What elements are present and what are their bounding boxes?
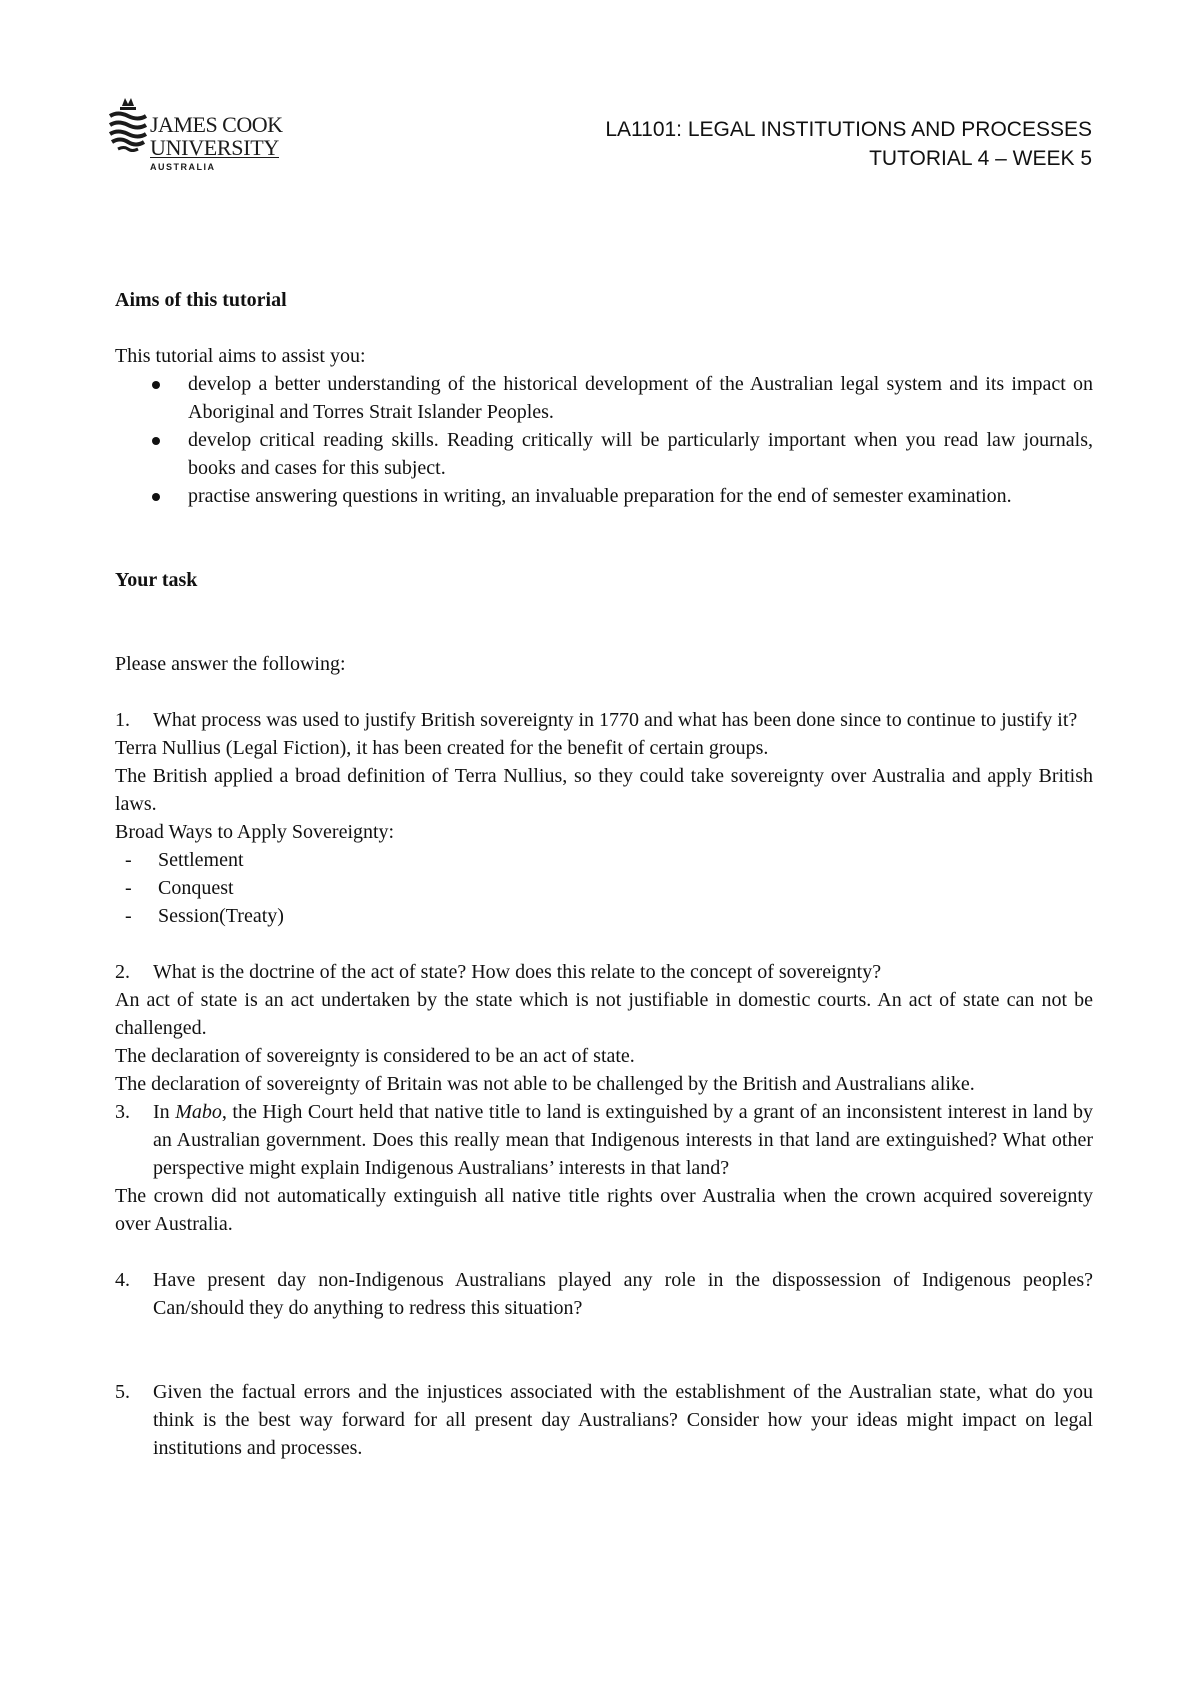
answer-1-line-2: The British applied a broad definition of Terra Nullius, so they could take sovereignty over Australia and apply British laws.	[115, 765, 1093, 815]
aims-heading: Aims of this tutorial	[115, 289, 287, 311]
page-header	[605, 115, 1092, 173]
crest-icon	[108, 96, 148, 162]
list-item: practise answering questions in writing, an invaluable preparation for the end of semester examination.	[115, 482, 1093, 510]
answer-2-line-2: The declaration of sovereignty is considered to be an act of state.	[115, 1045, 635, 1067]
case-name: Mabo	[175, 1101, 222, 1123]
logo-line-2: UNIVERSITY	[150, 135, 279, 160]
answer-1-line-1: Terra Nullius (Legal Fiction), it has been created for the benefit of certain groups.	[115, 737, 769, 759]
tutorial-title: TUTORIAL 4 – WEEK 5	[869, 147, 1092, 170]
answer-2-line-1: An act of state is an act undertaken by the state which is not justifiable in domestic courts. An act of state can not be challenged.	[115, 989, 1093, 1039]
list-item: - Settlement	[125, 849, 244, 871]
list-item: develop a better understanding of the historical development of the Australian legal system and its impact on Aboriginal and Torres Strait Islander Peoples.	[115, 370, 1093, 426]
task-intro: Please answer the following:	[115, 653, 346, 675]
document-body	[115, 286, 1093, 1462]
list-item: - Conquest	[125, 877, 234, 899]
aims-intro: This tutorial aims to assist you:	[115, 345, 366, 367]
question-2: 2. What is the doctrine of the act of state? How does this relate to the concept of sovereignty?	[115, 961, 882, 983]
question-5: 5. Given the factual errors and the injustices associated with the establishment of the Australian state, what do you think is the best way forward for all present day Australians? Consider how your ideas might impact on legal institutions and processes.	[115, 1381, 1093, 1459]
bullet-icon	[152, 381, 160, 389]
answer-2-line-3: The declaration of sovereignty of Britain was not able to be challenged by the British and Australians alike.	[115, 1073, 975, 1095]
question-3: 3. In Mabo, the High Court held that native title to land is extinguished by a grant of an inconsistent interest in land by an Australian government. Does this really mean that Indigenous interests in that land are extinguished? What other perspective might explain Indigenous Australians’ interests in that land?	[115, 1101, 1093, 1179]
aims-list	[115, 370, 1093, 510]
university-logo	[108, 96, 298, 176]
course-title: LA1101: LEGAL INSTITUTIONS AND PROCESSES	[605, 118, 1092, 141]
logo-line-1: JAMES COOK	[150, 112, 283, 137]
answer-1-line-3: Broad Ways to Apply Sovereignty:	[115, 821, 395, 843]
question-4: 4. Have present day non-Indigenous Australians played any role in the dispossession of Indigenous peoples? Can/should they do anything to redress this situation?	[115, 1269, 1093, 1319]
logo-line-3: AUSTRALIA	[150, 162, 216, 172]
list-item: - Session(Treaty)	[125, 905, 284, 927]
sovereignty-ways-list	[115, 846, 1093, 930]
question-1: 1. What process was used to justify British sovereignty in 1770 and what has been done since to continue to justify it?	[115, 709, 1078, 731]
bullet-icon	[152, 437, 160, 445]
bullet-icon	[152, 493, 160, 501]
answer-3: The crown did not automatically extinguish all native title rights over Australia when the crown acquired sovereignty over Australia.	[115, 1185, 1093, 1235]
list-item: develop critical reading skills. Reading critically will be particularly important when you read law journals, books and cases for this subject.	[115, 426, 1093, 482]
task-heading: Your task	[115, 569, 198, 591]
